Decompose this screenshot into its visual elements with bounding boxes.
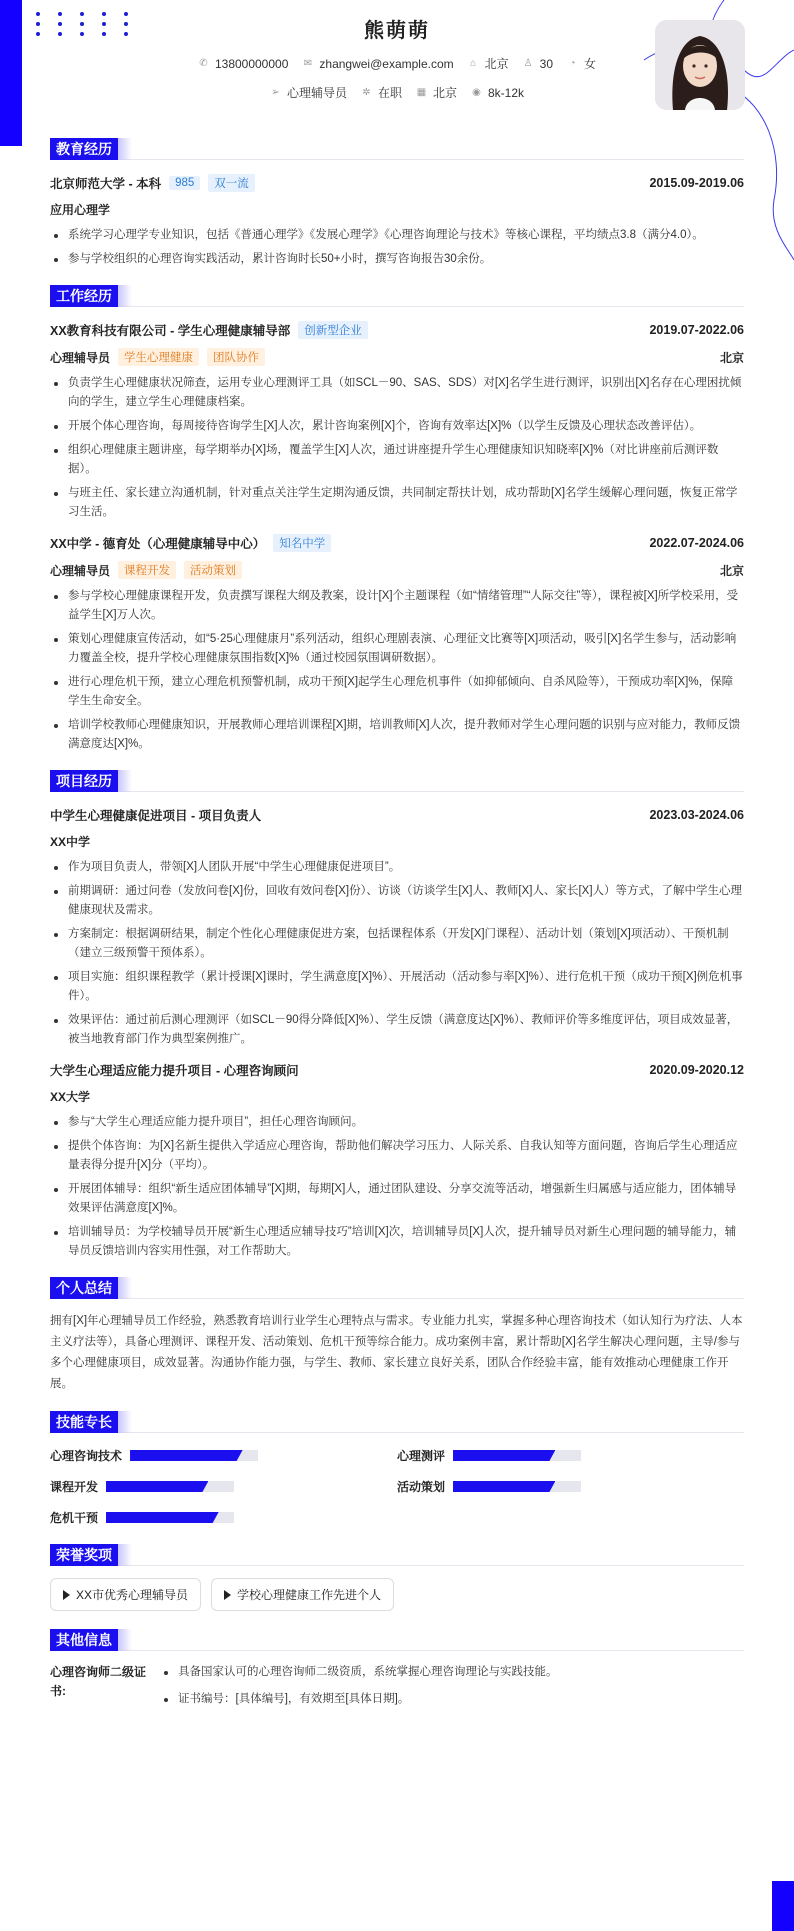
project-org: XX中学 <box>50 835 91 849</box>
role-tag: 学生心理健康 <box>118 348 199 366</box>
skill-item <box>50 1447 397 1464</box>
list-item: 开展个体心理咨询，每周接待咨询学生[X]人次，累计咨询案例[X]个，咨询有效率达[X]%（以学生反馈及心理状态改善评估）。 <box>50 417 744 436</box>
honor-text: XX市优秀心理辅导员 <box>76 1588 189 1602</box>
role-name: 心理辅导员 <box>50 350 111 365</box>
list-item: 与班主任、家长建立沟通机制，针对重点关注学生定期沟通反馈，共同制定帮扶计划，成功帮助[X]名学生缓解心理问题，恢复正常学习生活。 <box>50 484 744 522</box>
list-item: 参与学校心理健康课程开发，负责撰写课程大纲及教案，设计[X]个主题课程（如“情绪管理”“人际交往”等），课程被[X]所学校采用，受益学生[X]万人次。 <box>50 587 744 625</box>
gender-text: 女 <box>584 57 597 71</box>
list-item: 组织心理健康主题讲座，每学期举办[X]场，覆盖学生[X]人次，通过讲座提升学生心理健康知识知晓率[X]%（对比讲座前后测评数据）。 <box>50 441 744 479</box>
skills-section-header <box>50 1411 744 1433</box>
section-title: 其他信息 <box>50 1629 118 1651</box>
list-item: 证书编号：[具体编号]，有效期至[具体日期]。 <box>160 1690 558 1709</box>
work-city: 北京 <box>719 563 744 578</box>
right-accent-bar <box>772 1881 794 1931</box>
skill-level-bar <box>453 1450 581 1461</box>
section-title: 荣誉奖项 <box>50 1544 118 1566</box>
work-city: 北京 <box>719 350 744 365</box>
company-tag: 创新型企业 <box>298 321 368 339</box>
projects-section-header <box>50 770 744 792</box>
list-item: 负责学生心理健康状况筛查，运用专业心理测评工具（如SCL－90、SAS、SDS）对[X]名学生进行测评，识别出[X]名存在心理困扰倾向的学生，建立学生心理健康档案。 <box>50 374 744 412</box>
honors-section-header <box>50 1544 744 1566</box>
send-icon: ➢ <box>271 87 280 98</box>
project-date: 2020.09-2020.12 <box>649 1063 744 1077</box>
list-item: 提供个体咨询：为[X]名新生提供入学适应心理咨询，帮助他们解决学习压力、人际关系、自我认知等方面问题，咨询后学生心理适应量表得分提升[X]分（平均）。 <box>50 1137 744 1175</box>
role-tag: 团队协作 <box>207 348 265 366</box>
skill-level-fill <box>453 1450 555 1461</box>
contact-row <box>0 55 794 72</box>
status-text: 在职 <box>377 86 402 100</box>
list-item: 系统学习心理学专业知识，包括《普通心理学》《发展心理学》《心理咨询理论与技术》等核心课程，平均绩点3.8（满分4.0）。 <box>50 226 744 245</box>
building-icon: ▦ <box>416 87 427 98</box>
phone-icon: ✆ <box>199 58 208 69</box>
major-name: 应用心理学 <box>50 203 111 217</box>
list-item: 前期调研：通过问卷（发放问卷[X]份，回收有效问卷[X]份）、访谈（访谈学生[X]人、教师[X]人、家长[X]人）等方式，了解中学生心理健康现状及需求。 <box>50 882 744 920</box>
skill-name: 危机干预 <box>50 1511 99 1525</box>
work-bullets <box>50 587 744 754</box>
section-title: 教育经历 <box>50 138 118 160</box>
cake-icon: ♙ <box>523 58 533 69</box>
major-row <box>50 201 744 218</box>
role-tag: 课程开发 <box>118 561 176 579</box>
summary-text: 拥有[X]年心理辅导员工作经验，熟悉教育培训行业学生心理特点与需求。专业能力扎实，掌握多种心理咨询技术（如认知行为疗法、人本主义疗法等），具备心理测评、课程开发、活动策划、危机干预等综合能力。成功案例丰富，累计帮助[X]名学生解决心理问题，主导/参与多个心理健康项目，成效显著。沟通协作能力强，与学生、教师、家长建立良好关系，团队合作经验丰富，能有效推动心理健康工作开展。 <box>50 1315 743 1390</box>
role-row <box>50 561 744 579</box>
project-org-row <box>50 1088 744 1105</box>
project-org: XX大学 <box>50 1090 91 1104</box>
salary-icon: ◉ <box>472 87 481 98</box>
work-date: 2022.07-2024.06 <box>649 536 744 550</box>
section-title: 项目经历 <box>50 770 118 792</box>
gear-icon: ✲ <box>362 87 371 98</box>
other-section-header <box>50 1629 744 1651</box>
work-entry-header <box>50 321 744 339</box>
project-org-row <box>50 833 744 850</box>
honors-list <box>50 1578 744 1611</box>
play-icon <box>63 1590 70 1600</box>
skill-item <box>50 1509 397 1526</box>
section-title: 个人总结 <box>50 1277 118 1299</box>
skill-level-bar <box>106 1512 234 1523</box>
phone-text: 13800000000 <box>214 56 289 71</box>
project-entry-header <box>50 1061 744 1079</box>
honor-text: 学校心理健康工作先进个人 <box>237 1588 382 1602</box>
skill-level-bar <box>130 1450 258 1461</box>
skill-name: 心理测评 <box>397 1449 446 1463</box>
project-entry-header <box>50 806 744 824</box>
honor-badge <box>50 1578 201 1611</box>
summary-section-header <box>50 1277 744 1299</box>
email-text: zhangwei@example.com <box>319 56 454 71</box>
list-item: 进行心理危机干预，建立心理危机预警机制，成功干预[X]起学生心理危机事件（如抑郁倾向、自杀风险等），干预成功率[X]%，保障学生生命安全。 <box>50 673 744 711</box>
play-icon <box>224 1590 231 1600</box>
list-item: 具备国家认可的心理咨询师二级资质，系统掌握心理咨询理论与实践技能。 <box>160 1663 558 1682</box>
project-bullets <box>50 858 744 1049</box>
list-item: 参与“大学生心理适应能力提升项目”，担任心理咨询顾问。 <box>50 1113 744 1132</box>
list-item: 效果评估：通过前后测心理测评（如SCL－90得分降低[X]%）、学生反馈（满意度达[X]%）、教师评价等多维度评估，项目成效显著，被当地教育部门作为典型案例推广。 <box>50 1011 744 1049</box>
education-date: 2015.09-2019.06 <box>649 176 744 190</box>
list-item: 参与学校组织的心理咨询实践活动，累计咨询时长50+小时，撰写咨询报告30余份。 <box>50 250 744 269</box>
skill-level-fill <box>130 1450 243 1461</box>
email-icon: ✉ <box>303 58 313 69</box>
skill-level-bar <box>453 1481 581 1492</box>
skill-name: 课程开发 <box>50 1480 99 1494</box>
honor-badge <box>211 1578 394 1611</box>
education-entry-header <box>50 174 744 192</box>
home-icon: ⌂ <box>470 58 477 69</box>
list-item: 方案制定：根据调研结果，制定个性化心理健康促进方案，包括课程体系（开发[X]门课程）、活动计划（策划[X]项活动）、干预机制（建立三级预警干预体系）。 <box>50 925 744 963</box>
candidate-name: 熊萌萌 <box>364 20 430 42</box>
company-name: XX中学 - 德育处（心理健康辅导中心） <box>50 537 266 551</box>
project-title: 大学生心理适应能力提升项目 - 心理咨询顾问 <box>50 1064 299 1078</box>
gender-icon: ◔ <box>569 58 576 69</box>
job-intent-text: 心理辅导员 <box>286 86 347 100</box>
role-tag: 活动策划 <box>184 561 242 579</box>
list-item: 开展团体辅导：组织“新生适应团体辅导”[X]期，每期[X]人，通过团队建设、分享交流等活动，增强新生归属感与适应能力，团体辅导效果评估满意度[X]%。 <box>50 1180 744 1218</box>
skill-level-fill <box>453 1481 555 1492</box>
resume-header <box>0 14 794 101</box>
resume-body <box>50 138 744 1717</box>
list-item: 作为项目负责人，带领[X]人团队开展“中学生心理健康促进项目”。 <box>50 858 744 877</box>
company-tag: 知名中学 <box>273 534 331 552</box>
work-city-text: 北京 <box>432 86 457 100</box>
age-text: 30 <box>539 56 554 71</box>
salary-text: 8k-12k <box>488 85 525 100</box>
project-bullets <box>50 1113 744 1261</box>
work-entry-header <box>50 534 744 552</box>
skill-item <box>50 1478 397 1495</box>
skill-item <box>397 1447 744 1464</box>
list-item: 培训辅导员：为学校辅导员开展“新生心理适应辅导技巧”培训[X]次，培训辅导员[X]人次，提升辅导员对新生心理问题的辅导能力，辅导员反馈培训内容实用性强，对工作帮助大。 <box>50 1223 744 1261</box>
skill-level-bar <box>106 1481 234 1492</box>
skill-name: 活动策划 <box>397 1480 446 1494</box>
certificate-label: 心理咨询师二级证书: <box>50 1665 147 1698</box>
skill-item <box>397 1478 744 1495</box>
role-name: 心理辅导员 <box>50 563 111 578</box>
work-bullets <box>50 374 744 522</box>
school-tag: 双一流 <box>208 174 255 192</box>
company-name: XX教育科技有限公司 - 学生心理健康辅导部 <box>50 324 291 338</box>
list-item: 策划心理健康宣传活动，如“5·25心理健康月”系列活动，组织心理剧表演、心理征文比赛等[X]项活动，吸引[X]名学生参与，活动影响力覆盖全校，提升学校心理健康氛围指数[X]%（通过校园氛围调研数据）。 <box>50 630 744 668</box>
school-name: 北京师范大学 - 本科 <box>50 177 162 191</box>
skills-grid <box>50 1447 744 1526</box>
skill-name: 心理咨询技术 <box>50 1449 123 1463</box>
section-title: 工作经历 <box>50 285 118 307</box>
skill-level-fill <box>106 1512 219 1523</box>
certificate-bullets <box>160 1663 558 1717</box>
other-info <box>50 1663 744 1717</box>
job-intent-row <box>0 84 794 101</box>
work-date: 2019.07-2022.06 <box>649 323 744 337</box>
project-date: 2023.03-2024.06 <box>649 808 744 822</box>
education-bullets <box>50 226 744 269</box>
location-text: 北京 <box>484 57 509 71</box>
list-item: 项目实施：组织课程教学（累计授课[X]课时，学生满意度[X]%）、开展活动（活动参与率[X]%）、进行危机干预（成功干预[X]例危机事件）。 <box>50 968 744 1006</box>
project-title: 中学生心理健康促进项目 - 项目负责人 <box>50 809 262 823</box>
list-item: 培训学校教师心理健康知识，开展教师心理培训课程[X]期，培训教师[X]人次，提升教师对学生心理问题的识别与应对能力，教师反馈满意度达[X]%。 <box>50 716 744 754</box>
section-title: 技能专长 <box>50 1411 118 1433</box>
education-section-header <box>50 138 744 160</box>
work-section-header <box>50 285 744 307</box>
role-row <box>50 348 744 366</box>
skill-level-fill <box>106 1481 208 1492</box>
school-tag: 985 <box>169 176 200 190</box>
